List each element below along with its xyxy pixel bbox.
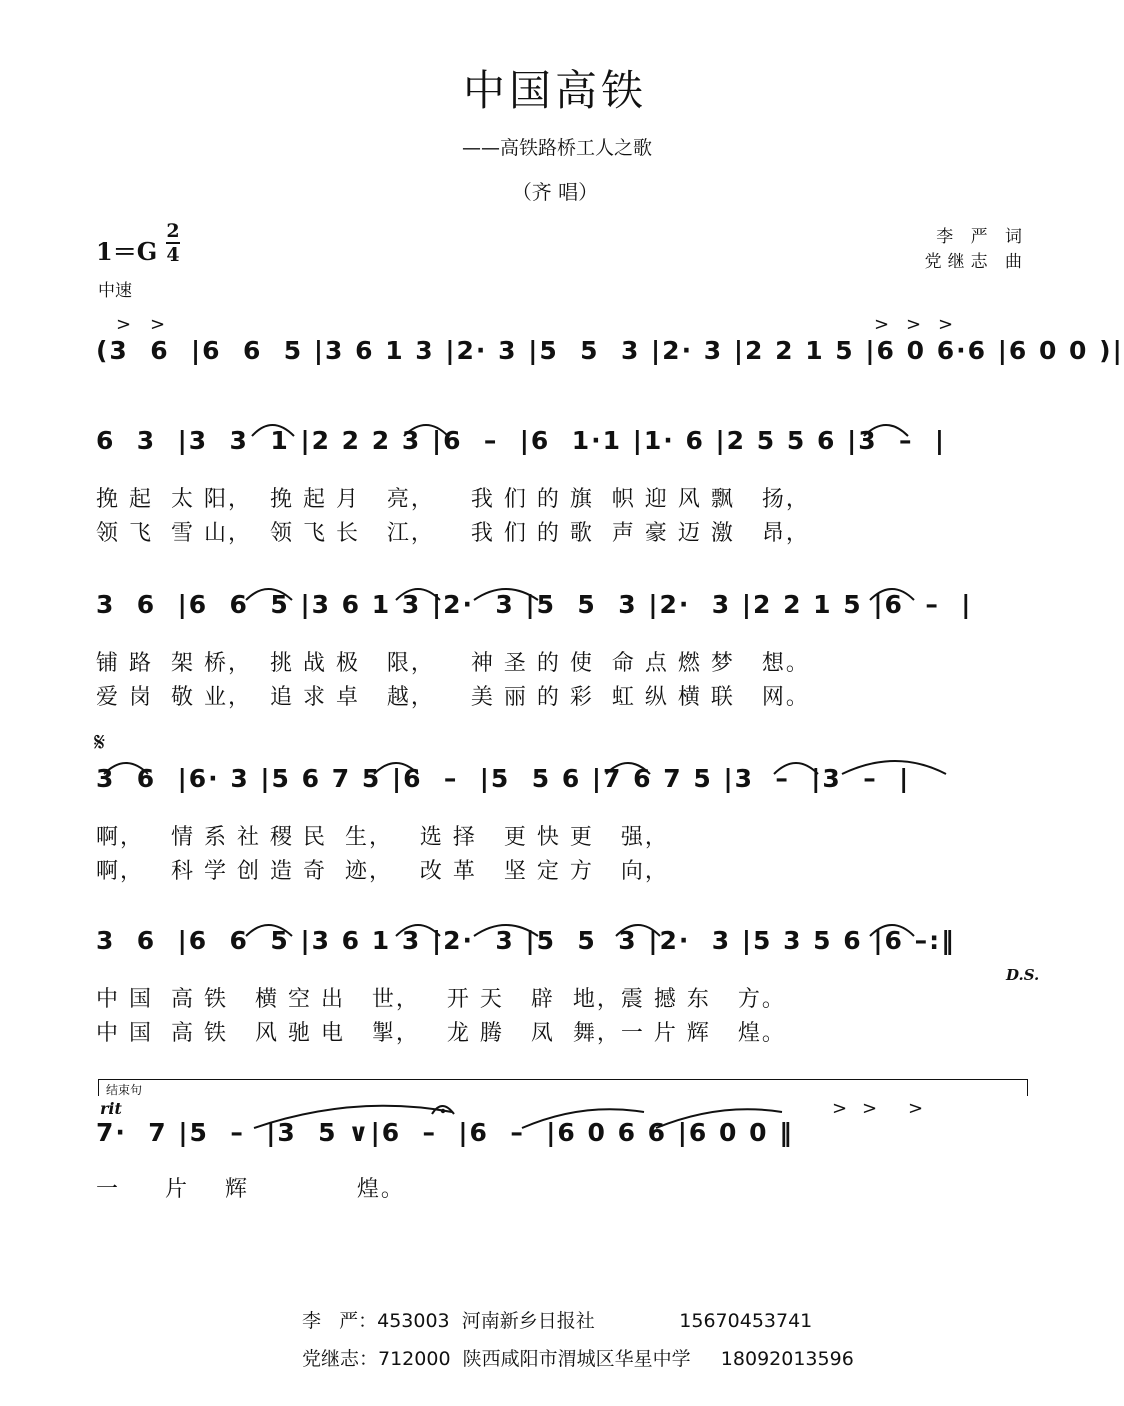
notation-row-ending (96, 1118, 1036, 1162)
accent-mark: > (116, 314, 132, 335)
lyric-line: 啊， 情 系 社 稷 民 生， 选 择 更 快 更 强， (96, 825, 669, 850)
time-numerator: 2 (166, 220, 180, 242)
time-denominator: 4 (166, 244, 180, 266)
ds-mark: D.S. (1006, 966, 1040, 984)
notation-row-chorus-2 (96, 926, 1036, 970)
song-subtitle: ——高铁路桥工人之歌 (462, 137, 653, 159)
contact-composer: 党继志：712000 陕西咸阳市渭城区华星中学 18092013596 (302, 1348, 854, 1370)
lyric-line: 一 片 辉 煌。 (96, 1177, 405, 1202)
ending-bracket (98, 1079, 1028, 1096)
contact-lyricist: 李 严：453003 河南新乡日报社 15670453741 (302, 1310, 813, 1332)
jianpu-notes: 3 6 |6· 3 |5 6 7 5 |6 – |5 5 6 |7 6 7 5 |3 – |3 – | (96, 764, 911, 793)
lyric-line: 领 飞 雪 山， 领 飞 长 江， 我 们 的 歌 声 豪 迈 激 昂， (96, 521, 810, 546)
performance-mode: （齐 唱） (511, 180, 599, 204)
notation-row-chorus-1 (96, 764, 1036, 808)
segno-sign: 𝄋 (94, 728, 106, 758)
ending-label: 结束句 (106, 1083, 143, 1097)
jianpu-notes: 6 3 |3 3 1 |2 2 2 3 |6 – |6 1·1 |1· 6 |2 5 5 6 |3 – | (96, 426, 947, 455)
jianpu-notes: 3 6 |6 6 5 |3 6 1 3 |2· 3 |5 5 3 |2· 3 |2 2 1 5 |6 – | (96, 590, 973, 619)
song-title: 中国高铁 (462, 66, 647, 115)
jianpu-notes: 3 6 |6 6 5 |3 6 1 3 |2· 3 |5 5 3 |2· 3 |5 3 5 6 |6 –:‖ (96, 926, 956, 955)
accent-mark: > (862, 1098, 878, 1119)
notation-row-verse-1 (96, 426, 1036, 470)
tempo-marking: 中速 (98, 281, 132, 301)
accent-mark: > (874, 314, 890, 335)
fermata-dot (441, 1109, 445, 1113)
accent-mark: > (150, 314, 166, 335)
lyric-line: 铺 路 架 桥， 挑 战 极 限， 神 圣 的 使 命 点 燃 梦 想。 (96, 651, 810, 676)
fermata (432, 1106, 454, 1114)
ritardando-mark: rit (100, 1099, 122, 1118)
accent-mark: > (906, 314, 922, 335)
lyric-line: 啊， 科 学 创 造 奇 迹， 改 革 坚 定 方 向， (96, 859, 669, 884)
lyric-line: 中 国 高 铁 横 空 出 世， 开 天 辟 地，震 撼 东 方。 (96, 987, 786, 1012)
accent-mark: > (938, 314, 954, 335)
lyric-line: 爱 岗 敬 业， 追 求 卓 越， 美 丽 的 彩 虹 纵 横 联 网。 (96, 685, 810, 710)
jianpu-notes: 7· 7 |5 – |3 5 ∨|6 – |6 – |6 0 6 6 |6 0 0 ‖ (96, 1118, 794, 1147)
time-signature (166, 220, 180, 266)
notation-row-verse-2 (96, 590, 1036, 634)
lyric-line: 中 国 高 铁 风 驰 电 掣， 龙 腾 凤 舞，一 片 辉 煌。 (96, 1021, 786, 1046)
notation-row-intro (96, 336, 1124, 380)
lyricist-credit: 李 严 词 (936, 227, 1028, 247)
composer-credit: 党继志 曲 (924, 252, 1028, 272)
jianpu-notes: (3 6 |6 6 5 |3 6 1 3 |2· 3 |5 5 3 |2· 3 |2 2 1 5 |6 0 6·6 |6 0 0 )| (96, 336, 1124, 365)
lyric-line: 挽 起 太 阳， 挽 起 月 亮， 我 们 的 旗 帜 迎 风 飘 扬， (96, 487, 810, 512)
key-signature: 1＝G (96, 237, 158, 266)
accent-mark: > (908, 1098, 924, 1119)
accent-mark: > (832, 1098, 848, 1119)
